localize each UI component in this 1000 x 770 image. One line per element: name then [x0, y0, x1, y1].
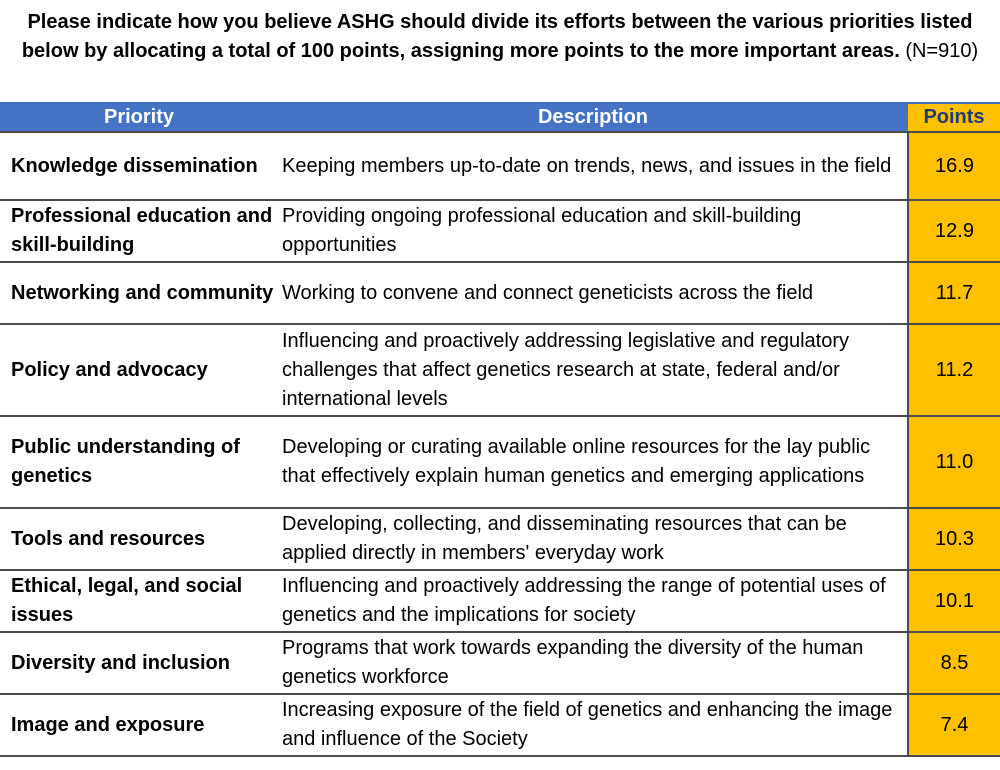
description-cell: Influencing and proactively addressing the range of potential uses of genetics and the implications for society	[278, 570, 908, 632]
sample-size: (N=910)	[905, 40, 979, 62]
table-row	[0, 694, 1000, 756]
priorities-table	[0, 102, 1000, 757]
table-title	[0, 0, 1000, 102]
priority-cell: Image and exposure	[0, 694, 278, 756]
table-row	[0, 324, 1000, 416]
description-cell: Developing, collecting, and disseminating resources that can be applied directly in members' everyday work	[278, 508, 908, 570]
priority-cell: Public understanding of genetics	[0, 416, 278, 508]
points-cell: 10.3	[908, 508, 1000, 570]
description-cell: Providing ongoing professional education and skill-building opportunities	[278, 200, 908, 262]
header-row	[0, 103, 1000, 132]
points-cell: 7.4	[908, 694, 1000, 756]
description-cell: Working to convene and connect geneticists across the field	[278, 262, 908, 324]
description-cell: Developing or curating available online resources for the lay public that effectively explain human genetics and emerging applications	[278, 416, 908, 508]
table-row	[0, 200, 1000, 262]
description-column-header: Description	[278, 103, 908, 132]
description-cell: Influencing and proactively addressing legislative and regulatory challenges that affect genetics research at state, federal and/or international levels	[278, 324, 908, 416]
title-text: Please indicate how you believe ASHG should divide its efforts between the various priorities listed below by allocating a total of 100 points, assigning more points to the more important areas.	[21, 11, 973, 62]
priority-cell: Networking and community	[0, 262, 278, 324]
description-cell: Increasing exposure of the field of genetics and enhancing the image and influence of the Society	[278, 694, 908, 756]
table-row	[0, 508, 1000, 570]
points-column-header: Points	[908, 103, 1000, 132]
points-cell: 11.0	[908, 416, 1000, 508]
points-cell: 12.9	[908, 200, 1000, 262]
priority-cell: Knowledge dissemination	[0, 132, 278, 200]
table-row	[0, 262, 1000, 324]
points-cell: 16.9	[908, 132, 1000, 200]
table-row	[0, 416, 1000, 508]
priority-cell: Tools and resources	[0, 508, 278, 570]
table-row	[0, 632, 1000, 694]
points-cell: 11.2	[908, 324, 1000, 416]
priority-cell: Professional education and skill-building	[0, 200, 278, 262]
description-cell: Programs that work towards expanding the diversity of the human genetics workforce	[278, 632, 908, 694]
points-cell: 11.7	[908, 262, 1000, 324]
description-cell: Keeping members up-to-date on trends, news, and issues in the field	[278, 132, 908, 200]
table-row	[0, 570, 1000, 632]
points-cell: 10.1	[908, 570, 1000, 632]
priority-cell: Policy and advocacy	[0, 324, 278, 416]
points-cell: 8.5	[908, 632, 1000, 694]
priority-column-header: Priority	[0, 103, 278, 132]
table-row	[0, 132, 1000, 200]
priority-cell: Ethical, legal, and social issues	[0, 570, 278, 632]
priority-cell: Diversity and inclusion	[0, 632, 278, 694]
